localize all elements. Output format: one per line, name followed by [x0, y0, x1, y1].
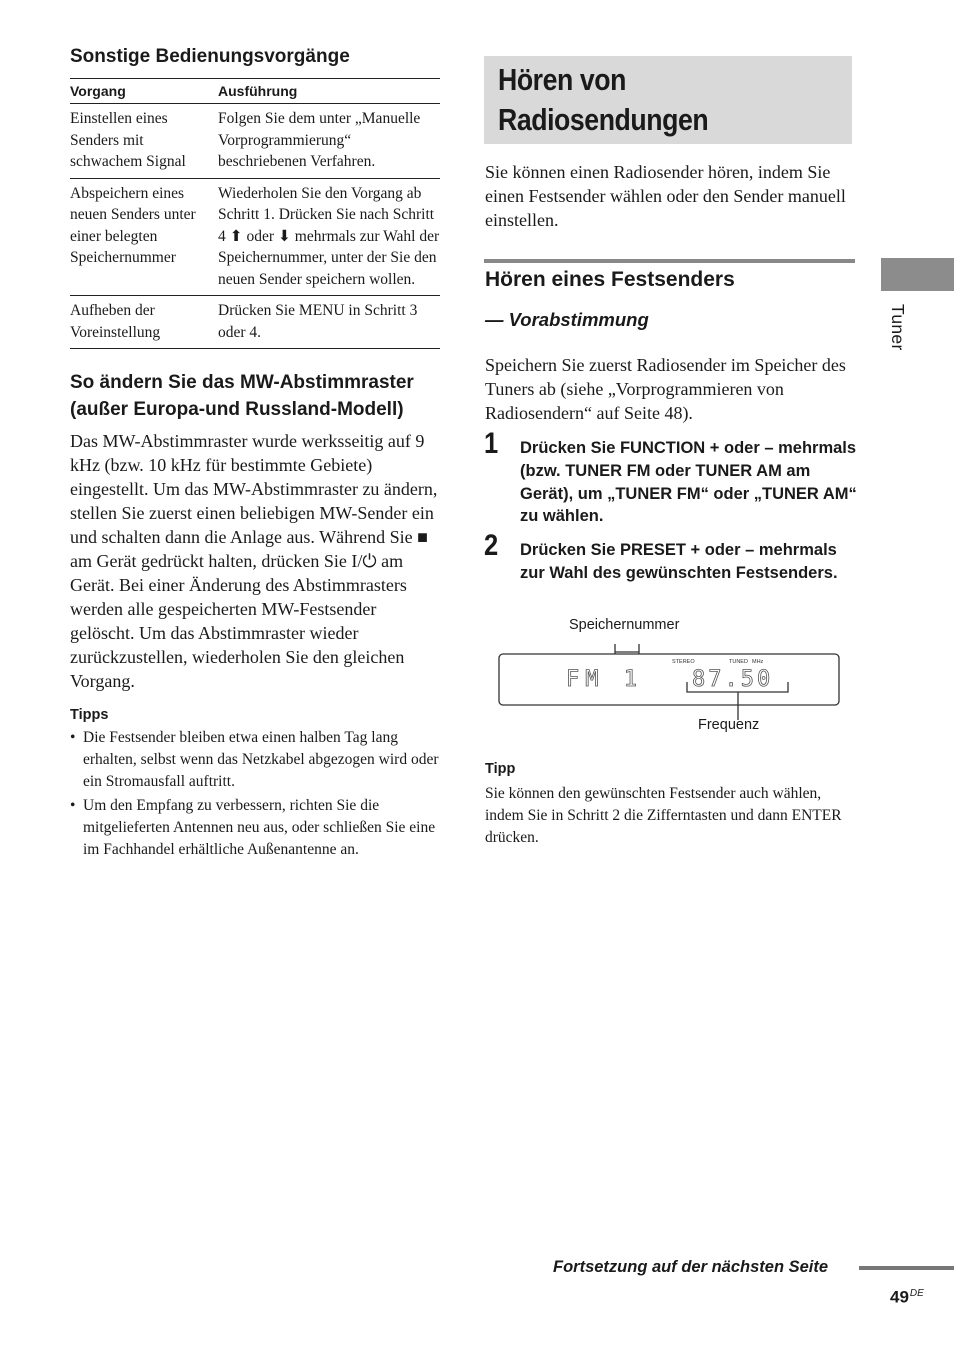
tips-heading: Tipps: [70, 707, 109, 723]
section-body-text: Speichern Sie zuerst Radiosender im Speicher des Tuners ab (siehe „Vorprogrammieren von Radiosendern“ auf Seite 48).: [485, 355, 846, 423]
footer-rule: [859, 1266, 954, 1270]
list-item: • Um den Empfang zu verbessern, richten Sie die mitgelieferten Antennen neu aus, oder schließen Sie eine im Fachhandel erhältliche Außenantenne an.: [70, 795, 440, 861]
tip-heading: Tipp: [485, 761, 516, 777]
table-row: [70, 178, 440, 296]
display-frame: [499, 654, 839, 705]
side-tab-label: Tuner: [888, 304, 908, 351]
table-row: [70, 296, 440, 349]
tips-list: [70, 727, 440, 861]
left-column: [70, 44, 440, 863]
table-cell-operation: Einstellen eines Senders mit schwachem Signal: [70, 104, 218, 179]
display-label-frequency: Frequenz: [698, 717, 760, 733]
section-title-mw-tuning-step: So ändern Sie das MW-Abstimmraster (außer Europa-und Russland-Modell): [70, 372, 414, 420]
column-header-vorgang: Vorgang: [70, 79, 218, 104]
column-header-ausfuehrung: Ausführung: [218, 79, 440, 104]
step-number: 2: [484, 529, 499, 562]
chapter-title-line: Hören von: [498, 62, 626, 97]
table-cell-procedure: Folgen Sie dem unter „Manuelle Vorprogrammierung“ beschriebenen Verfahren.: [218, 104, 440, 179]
section-title-other-operations: Sonstige Bedienungsvorgänge: [70, 46, 350, 67]
table-cell-procedure: Wiederholen Sie den Vorgang ab Schritt 1. Drücken Sie nach Schritt 4 ⬆ oder ⬇ mehrmals zur Wahl der Speichernummer, unter der Sie den neuen Sender speichern wollen.: [218, 178, 440, 296]
table-header-row: [70, 79, 440, 104]
side-tab-marker: [881, 258, 954, 291]
list-item: • Die Festsender bleiben etwa einen halben Tag lang erhalten, selbst wenn das Netzkabel abgezogen wird oder ein Stromausfall auftritt.: [70, 727, 440, 793]
step-number: 1: [484, 427, 499, 460]
chapter-title-line: Radiosendungen: [498, 102, 709, 137]
display-band-text: FM 1: [566, 667, 643, 692]
tuner-display-illustration: [480, 636, 850, 728]
section-divider: [484, 259, 855, 263]
mw-body-text: Das MW-Abstimmraster wurde werksseitig auf 9 kHz (bzw. 10 kHz für bestimmte Gebiete) eingestellt. Um das MW-Abstimmraster zu ändern, stellen Sie zuerst einen beliebigen MW-Sender ein und schalten dann die Anlage aus. Während Sie ■ am Gerät gedrückt halten, drücken Sie I/⏻ am Gerät. Bei einer Änderung des Abstimmrasters werden alle gespeicherten MW-Festsender gelöscht. Um das Abstimmraster wieder zurückzustellen, wiederholen Sie den gleichen Vorgang.: [70, 431, 438, 691]
operations-table: [70, 78, 440, 349]
chapter-title-box: [484, 56, 852, 144]
table-cell-operation: Abspeichern eines neuen Senders unter einer belegten Speichernummer: [70, 178, 218, 296]
table-cell-procedure: Drücken Sie MENU in Schritt 3 oder 4.: [218, 302, 418, 341]
table-cell-operation: Aufheben der Voreinstellung: [70, 302, 161, 341]
page-number: [890, 1282, 924, 1310]
display-frequency-text: 87.50: [692, 667, 774, 692]
indicator-stereo: STEREO: [672, 659, 695, 665]
display-label-preset: Speichernummer: [569, 617, 680, 633]
intro-text: Sie können einen Radiosender hören, indem Sie einen Festsender wählen oder den Sender manuell einstellen.: [485, 162, 846, 230]
indicator-mhz: MHz: [752, 659, 764, 665]
table-row: [70, 104, 440, 179]
page-number-suffix: DE: [909, 1288, 924, 1299]
section-title-preset: Hören eines Festsenders: [485, 268, 735, 291]
indicator-tuned: TUNED: [729, 659, 748, 665]
continued-next-page: Fortsetzung auf der nächsten Seite: [553, 1258, 829, 1276]
chapter-title: [498, 60, 859, 140]
section-subtitle: — Vorabstimmung: [485, 309, 649, 330]
tip-body-text: Sie können den gewünschten Festsender auch wählen, indem Sie in Schritt 2 die Zifferntasten und dann ENTER drücken.: [485, 785, 842, 846]
step-text: Drücken Sie PRESET + oder – mehrmals zur Wahl des gewünschten Festsenders.: [520, 541, 838, 582]
page-number-value: 49: [890, 1287, 909, 1307]
step-text: Drücken Sie FUNCTION + oder – mehrmals (bzw. TUNER FM oder TUNER AM am Gerät), um „TUNER FM“ oder „TUNER AM“ zu wählen.: [520, 439, 857, 526]
